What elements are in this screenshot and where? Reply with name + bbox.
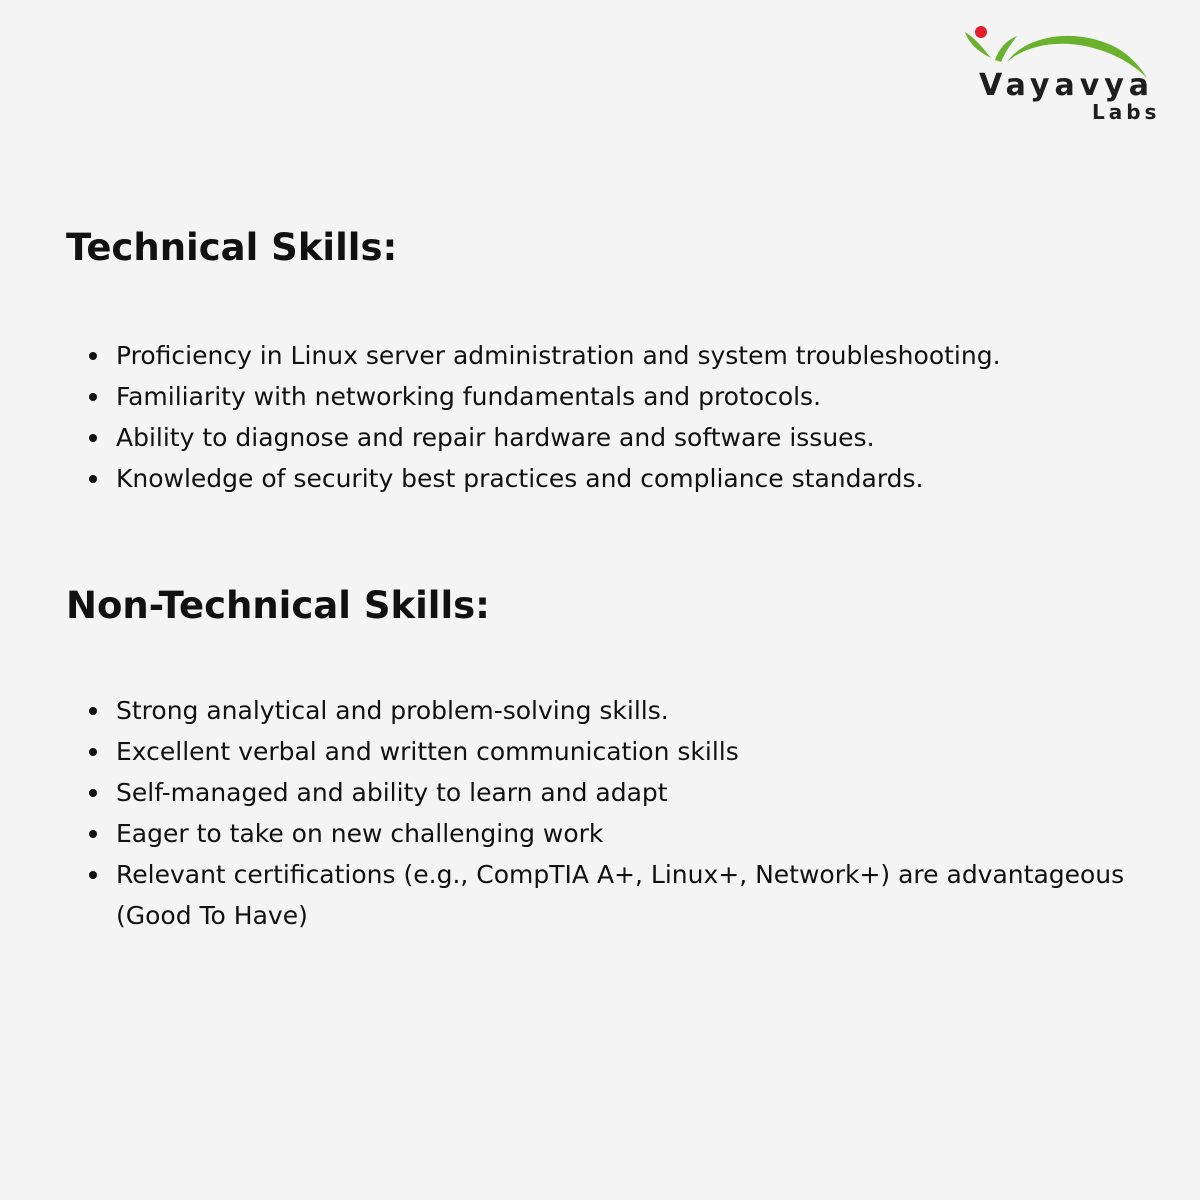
skill-text: Excellent verbal and written communication skills (116, 737, 739, 766)
skill-text: Relevant certifications (e.g., CompTIA A+, Linux+, Network+) are advantageous (Good To Have) (116, 860, 1125, 930)
skill-text: Self-managed and ability to learn and adapt (116, 778, 668, 807)
non-technical-skills-section (66, 582, 1166, 936)
technical-skills-heading: Technical Skills: (66, 226, 398, 269)
list-item (66, 690, 1166, 731)
list-item (66, 376, 1166, 417)
list-item (66, 772, 1166, 813)
logo-wordmark: Vayavya (979, 68, 1155, 103)
technical-skills-list (66, 335, 1166, 499)
skill-text: Proficiency in Linux server administration and system troubleshooting. (116, 341, 1001, 370)
bullet-icon (89, 830, 97, 838)
bullet-icon (89, 871, 97, 879)
skill-text: Strong analytical and problem-solving skills. (116, 696, 669, 725)
list-item (66, 813, 1166, 854)
list-item (66, 731, 1166, 772)
list-item (66, 335, 1166, 376)
list-item (66, 458, 1166, 499)
bullet-icon (89, 789, 97, 797)
skill-text: Familiarity with networking fundamentals and protocols. (116, 382, 822, 411)
bullet-icon (89, 352, 97, 360)
list-item (66, 417, 1166, 458)
bullet-icon (89, 434, 97, 442)
bullet-icon (89, 475, 97, 483)
list-item (66, 854, 1166, 936)
bullet-icon (89, 393, 97, 401)
skill-text: Ability to diagnose and repair hardware and software issues. (116, 423, 875, 452)
logo-swoosh-stem (995, 36, 1017, 62)
skill-text: Eager to take on new challenging work (116, 819, 604, 848)
bullet-icon (89, 707, 97, 715)
logo-subtitle: Labs (1092, 100, 1161, 124)
bullet-icon (89, 748, 97, 756)
non-technical-skills-heading: Non-Technical Skills: (66, 584, 490, 627)
brand-logo (955, 18, 1170, 128)
logo-dot (975, 26, 987, 38)
non-technical-skills-list (66, 690, 1166, 936)
technical-skills-section (66, 224, 1166, 499)
skill-text: Knowledge of security best practices and compliance standards. (116, 464, 924, 493)
